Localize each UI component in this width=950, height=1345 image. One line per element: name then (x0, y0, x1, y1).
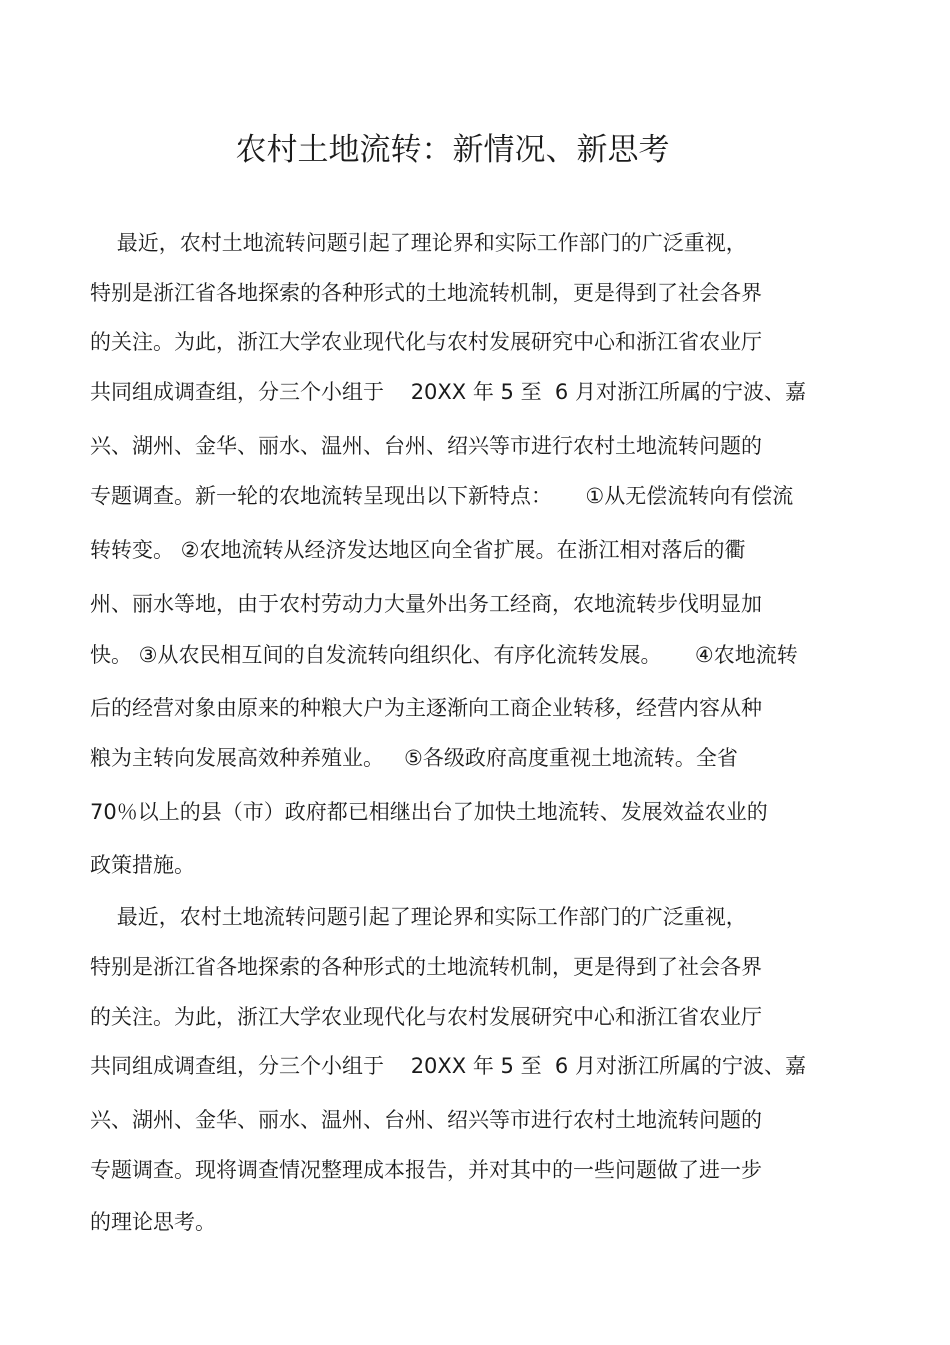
paragraph-line: 特别是浙江省各地探索的各种形式的土地流转机制，更是得到了社会各界 (90, 955, 762, 979)
paragraph-line: 兴、湖州、金华、丽水、温州、台州、绍兴等市进行农村土地流转问题的 (90, 1108, 762, 1132)
paragraph-line: 快。 ③从农民相互间的自发流转向组织化、有序化流转发展。 ④农地流转 (90, 643, 798, 667)
paragraph-line: 粮为主转向发展高效种养殖业。 ⑤各级政府高度重视土地流转。全省 (90, 746, 738, 770)
paragraph-line: 的关注。为此，浙江大学农业现代化与农村发展研究中心和浙江省农业厅 (90, 1005, 762, 1029)
paragraph-line: 共同组成调查组，分三个小组于 20XX 年 5 至 6 月对浙江所属的宁波、嘉 (90, 1054, 806, 1078)
paragraph-line: 最近，农村土地流转问题引起了理论界和实际工作部门的广泛重视， (90, 231, 747, 255)
paragraph-line: 转转变。 ②农地流转从经济发达地区向全省扩展。在浙江相对落后的衢 (90, 538, 746, 562)
paragraph-line: 共同组成调查组，分三个小组于 20XX 年 5 至 6 月对浙江所属的宁波、嘉 (90, 380, 806, 404)
document-title: 农村土地流转：新情况、新思考 (235, 132, 670, 168)
paragraph-line: 的理论思考。 (90, 1210, 216, 1234)
paragraph-line: 兴、湖州、金华、丽水、温州、台州、绍兴等市进行农村土地流转问题的 (90, 434, 762, 458)
paragraph-line: 的关注。为此，浙江大学农业现代化与农村发展研究中心和浙江省农业厅 (90, 330, 762, 354)
paragraph-line: 最近，农村土地流转问题引起了理论界和实际工作部门的广泛重视， (90, 905, 747, 929)
paragraph-line: 政策措施。 (90, 853, 195, 877)
paragraph-line: 专题调查。新一轮的农地流转呈现出以下新特点： ①从无偿流转向有偿流 (90, 484, 794, 508)
paragraph-line: 后的经营对象由原来的种粮大户为主逐渐向工商企业转移，经营内容从种 (90, 696, 762, 720)
paragraph-line: 70％以上的县（市）政府都已相继出台了加快土地流转、发展效益农业的 (90, 800, 768, 824)
paragraph-line: 州、丽水等地，由于农村劳动力大量外出务工经商，农地流转步伐明显加 (90, 592, 762, 616)
paragraph-line: 专题调查。现将调查情况整理成本报告，并对其中的一些问题做了进一步 (90, 1158, 762, 1182)
paragraph-line: 特别是浙江省各地探索的各种形式的土地流转机制，更是得到了社会各界 (90, 281, 762, 305)
